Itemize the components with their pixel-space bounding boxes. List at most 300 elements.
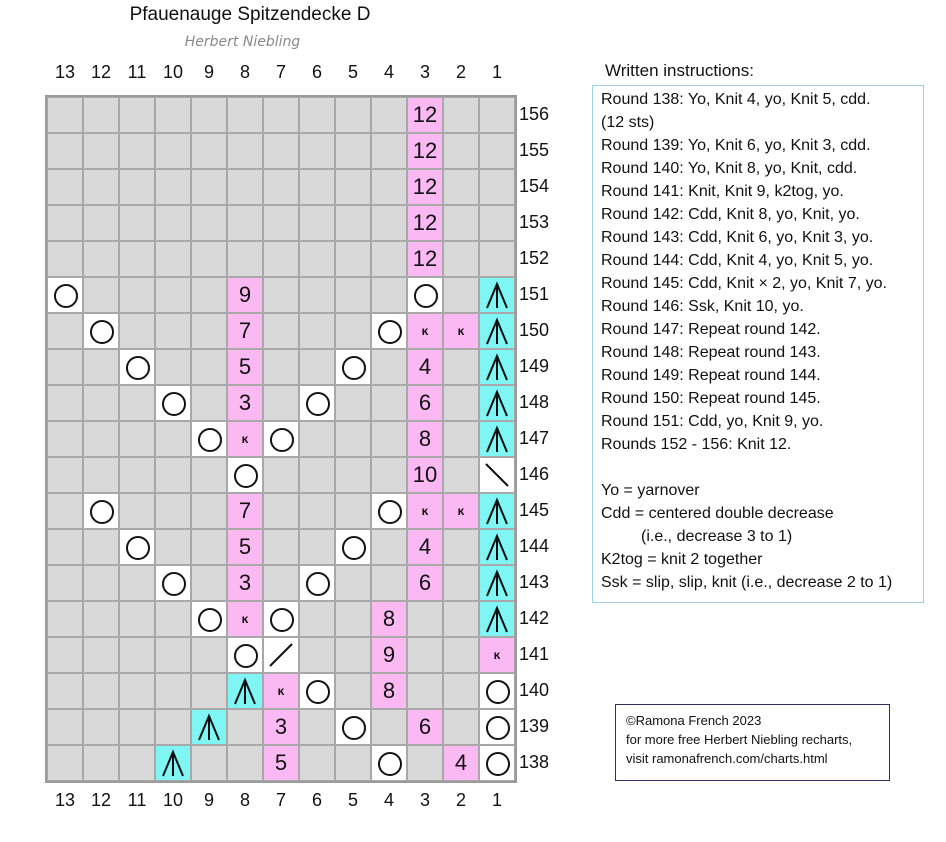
knit-cell [47, 313, 83, 349]
twisted-knit-k-icon: ĸ [421, 504, 429, 518]
knit-cell [479, 169, 515, 205]
knit-cell [263, 349, 299, 385]
knit-cell [335, 745, 371, 781]
knit-cell [47, 637, 83, 673]
circle-icon [486, 716, 510, 740]
knit-count-number: 12 [412, 138, 438, 163]
twisted-knit-cell [227, 601, 263, 637]
knit-cell [83, 421, 119, 457]
circle-icon [54, 284, 78, 308]
instruction-line: Round 150: Repeat round 145. [601, 390, 821, 407]
knit-count-cell [227, 565, 263, 601]
knit-count-cell [263, 745, 299, 781]
knit-cell [407, 637, 443, 673]
knit-cell [371, 529, 407, 565]
knit-cell [299, 205, 335, 241]
knit-cell [47, 97, 83, 133]
knit-count-number: 7 [238, 318, 252, 343]
knit-cell [335, 313, 371, 349]
knit-cell [155, 241, 191, 277]
knit-cell [227, 205, 263, 241]
k2tog-cell [263, 637, 299, 673]
knit-cell [263, 529, 299, 565]
knit-count-number: 4 [454, 750, 468, 775]
knit-cell [155, 601, 191, 637]
knit-cell [119, 313, 155, 349]
knit-count-number: 9 [238, 282, 252, 307]
circle-icon [378, 500, 402, 524]
knit-cell [191, 169, 227, 205]
knit-count-cell [263, 709, 299, 745]
yarnover-cell [299, 385, 335, 421]
knit-cell [119, 421, 155, 457]
knit-cell [47, 673, 83, 709]
knit-cell [83, 241, 119, 277]
knit-cell [479, 205, 515, 241]
yarnover-cell [227, 637, 263, 673]
knit-cell [119, 205, 155, 241]
knit-count-number: 12 [412, 102, 438, 127]
knit-cell [155, 673, 191, 709]
chart-title: Pfauenauge Spitzendecke D [129, 4, 371, 25]
column-label-bottom: 8 [239, 790, 250, 810]
circle-icon [270, 608, 294, 632]
knit-cell [407, 745, 443, 781]
knitting-chart-grid [45, 95, 517, 783]
cdd-cell [479, 385, 515, 421]
yarnover-cell [83, 493, 119, 529]
knit-cell [155, 349, 191, 385]
knit-cell [155, 169, 191, 205]
column-label-bottom: 4 [383, 790, 394, 810]
knit-count-cell [407, 709, 443, 745]
cdd-cell [191, 709, 227, 745]
knit-cell [227, 241, 263, 277]
cdd-cell [479, 565, 515, 601]
knit-count-number: 4 [418, 354, 432, 379]
cdd-cell [479, 421, 515, 457]
column-label-bottom: 9 [203, 790, 214, 810]
knit-cell [119, 565, 155, 601]
knit-cell [443, 673, 479, 709]
knit-count-cell [227, 385, 263, 421]
yarnover-cell [479, 709, 515, 745]
instruction-line: Round 143: Cdd, Knit 6, yo, Knit 3, yo. [601, 229, 874, 246]
circle-icon [198, 608, 222, 632]
knit-count-cell [443, 745, 479, 781]
column-label-bottom: 6 [311, 790, 322, 810]
knit-count-number: 5 [238, 354, 252, 379]
instruction-line: Round 151: Cdd, yo, Knit 9, yo. [601, 413, 824, 430]
cdd-cell [479, 601, 515, 637]
knit-cell [299, 457, 335, 493]
knit-cell [83, 133, 119, 169]
knit-cell [191, 385, 227, 421]
knit-count-number: 7 [238, 498, 252, 523]
row-label: 139 [519, 716, 550, 736]
knit-cell [83, 277, 119, 313]
centered-double-decrease-icon [192, 710, 226, 744]
knit-count-number: 12 [412, 210, 438, 235]
knit-cell [299, 637, 335, 673]
instruction-line: Round 142: Cdd, Knit 8, yo, Knit, yo. [601, 206, 860, 223]
knit-count-number: 6 [418, 390, 432, 415]
knit-cell [83, 169, 119, 205]
circle-icon [306, 392, 330, 416]
knit-cell [119, 601, 155, 637]
knit-cell [299, 421, 335, 457]
yarnover-cell [335, 709, 371, 745]
knit-cell [191, 349, 227, 385]
yarnover-cell [371, 313, 407, 349]
yarnover-cell [335, 349, 371, 385]
circle-icon [90, 320, 114, 344]
centered-double-decrease-icon [228, 674, 262, 708]
knit-cell [119, 745, 155, 781]
knit-cell [227, 745, 263, 781]
knit-cell [299, 169, 335, 205]
column-label-bottom: 2 [455, 790, 466, 810]
centered-double-decrease-icon [480, 278, 514, 312]
row-label: 154 [519, 176, 550, 196]
knit-cell [263, 457, 299, 493]
yarnover-cell [191, 601, 227, 637]
knit-cell [47, 457, 83, 493]
knit-cell [155, 421, 191, 457]
knit-cell [371, 457, 407, 493]
knit-count-cell [227, 349, 263, 385]
twisted-knit-cell [479, 637, 515, 673]
circle-icon [486, 752, 510, 776]
knit-count-cell [227, 529, 263, 565]
knit-cell [443, 601, 479, 637]
knit-cell [335, 277, 371, 313]
column-label-top: 7 [275, 62, 286, 82]
column-label-top: 9 [203, 62, 214, 82]
row-label: 142 [519, 608, 550, 628]
circle-icon [270, 428, 294, 452]
row-label: 141 [519, 644, 550, 664]
knit-count-number: 5 [274, 750, 288, 775]
knit-cell [335, 133, 371, 169]
knit-cell [227, 709, 263, 745]
knit-cell [443, 169, 479, 205]
knit-cell [443, 709, 479, 745]
knit-count-cell [407, 97, 443, 133]
circle-icon [378, 752, 402, 776]
knit-cell [299, 133, 335, 169]
circle-icon [306, 680, 330, 704]
knit-cell [119, 169, 155, 205]
knit-count-cell [371, 601, 407, 637]
row-label: 147 [519, 428, 550, 448]
knit-count-cell [407, 565, 443, 601]
knit-cell [47, 565, 83, 601]
knit-cell [263, 241, 299, 277]
knit-cell [335, 637, 371, 673]
yarnover-cell [119, 529, 155, 565]
column-label-top: 2 [455, 62, 466, 82]
circle-icon [90, 500, 114, 524]
knit-cell [371, 385, 407, 421]
knit-cell [119, 637, 155, 673]
knit-cell [443, 277, 479, 313]
knit-cell [155, 637, 191, 673]
knit-cell [47, 385, 83, 421]
knit-cell [119, 673, 155, 709]
knit-cell [443, 421, 479, 457]
instruction-line: Round 144: Cdd, Knit 4, yo, Knit 5, yo. [601, 252, 874, 269]
instruction-line: Round 140: Yo, Knit 8, yo, Knit, cdd. [601, 160, 858, 177]
knit-cell [335, 457, 371, 493]
knit-count-cell [407, 205, 443, 241]
cdd-cell [227, 673, 263, 709]
knit-count-cell [407, 421, 443, 457]
yarnover-cell [155, 385, 191, 421]
knit-cell [371, 97, 407, 133]
knit-count-number: 6 [418, 570, 432, 595]
knit-cell [47, 133, 83, 169]
copyright-box [615, 704, 890, 781]
knit-cell [191, 493, 227, 529]
twisted-knit-cell [443, 493, 479, 529]
knit-cell [263, 133, 299, 169]
twisted-knit-cell [443, 313, 479, 349]
knit-cell [407, 673, 443, 709]
yarnover-cell [479, 673, 515, 709]
centered-double-decrease-icon [480, 602, 514, 636]
knit-cell [47, 709, 83, 745]
knit-cell [155, 529, 191, 565]
instruction-line: Round 138: Yo, Knit 4, yo, Knit 5, cdd. [601, 91, 871, 108]
cdd-cell [155, 745, 191, 781]
knit-cell [83, 637, 119, 673]
knit-cell [263, 385, 299, 421]
row-label: 143 [519, 572, 550, 592]
column-label-bottom: 5 [347, 790, 358, 810]
knit-cell [155, 133, 191, 169]
knit-cell [47, 421, 83, 457]
knit-count-cell [407, 349, 443, 385]
knit-cell [47, 241, 83, 277]
knit-count-number: 3 [238, 390, 252, 415]
row-label: 155 [519, 140, 550, 160]
copyright-line: ©Ramona French 2023 [626, 713, 762, 728]
k2tog-slash-icon [264, 638, 298, 672]
instruction-line: Round 149: Repeat round 144. [601, 367, 821, 384]
knit-cell [191, 529, 227, 565]
instructions-heading: Written instructions: [605, 61, 754, 80]
column-label-top: 13 [54, 62, 76, 82]
circle-icon [234, 644, 258, 668]
cdd-cell [479, 529, 515, 565]
knit-count-number: 3 [238, 570, 252, 595]
knit-cell [227, 133, 263, 169]
knit-cell [263, 493, 299, 529]
centered-double-decrease-icon [480, 494, 514, 528]
knit-cell [191, 673, 227, 709]
knit-cell [119, 277, 155, 313]
ssk-cell [479, 457, 515, 493]
knit-cell [443, 457, 479, 493]
knit-cell [263, 169, 299, 205]
twisted-knit-k-icon: ĸ [241, 432, 249, 446]
instruction-line [601, 456, 923, 479]
ssk-backslash-icon [480, 458, 514, 492]
knit-count-cell [407, 385, 443, 421]
knit-cell [335, 565, 371, 601]
knit-cell [191, 745, 227, 781]
twisted-knit-k-icon: ĸ [457, 504, 465, 518]
twisted-knit-cell [407, 313, 443, 349]
knit-cell [263, 97, 299, 133]
knit-count-number: 8 [418, 426, 432, 451]
knit-cell [299, 313, 335, 349]
instruction-line: (i.e., decrease 3 to 1) [601, 528, 793, 545]
knit-count-cell [407, 529, 443, 565]
row-label: 145 [519, 500, 550, 520]
knit-cell [155, 709, 191, 745]
knit-cell [83, 385, 119, 421]
knit-cell [479, 241, 515, 277]
knit-cell [191, 313, 227, 349]
row-label: 149 [519, 356, 550, 376]
column-label-top: 3 [419, 62, 430, 82]
knit-cell [299, 277, 335, 313]
knit-count-number: 6 [418, 714, 432, 739]
knit-cell [443, 637, 479, 673]
knit-cell [83, 349, 119, 385]
knit-count-cell [227, 313, 263, 349]
circle-icon [306, 572, 330, 596]
column-label-top: 4 [383, 62, 394, 82]
knit-cell [83, 457, 119, 493]
column-label-bottom: 1 [491, 790, 502, 810]
knit-cell [371, 277, 407, 313]
knit-count-number: 8 [382, 678, 396, 703]
knit-cell [83, 205, 119, 241]
cdd-cell [479, 349, 515, 385]
knit-cell [371, 241, 407, 277]
circle-icon [342, 536, 366, 560]
circle-icon [378, 320, 402, 344]
column-label-bottom: 10 [162, 790, 184, 810]
row-label: 156 [519, 104, 550, 124]
yarnover-cell [263, 601, 299, 637]
circle-icon [198, 428, 222, 452]
row-label: 148 [519, 392, 550, 412]
column-label-top: 8 [239, 62, 250, 82]
instruction-line: Round 148: Repeat round 143. [601, 344, 821, 361]
instruction-line: Round 139: Yo, Knit 6, yo, Knit 3, cdd. [601, 137, 871, 154]
knit-cell [47, 745, 83, 781]
column-label-top: 5 [347, 62, 358, 82]
instruction-line: Round 141: Knit, Knit 9, k2tog, yo. [601, 183, 844, 200]
column-label-bottom: 13 [54, 790, 76, 810]
instruction-line: Rounds 152 - 156: Knit 12. [601, 436, 792, 453]
knit-cell [299, 241, 335, 277]
chart-author: Herbert Niebling [184, 34, 301, 50]
knit-cell [119, 493, 155, 529]
knit-cell [335, 421, 371, 457]
yarnover-cell [371, 745, 407, 781]
knit-cell [155, 313, 191, 349]
knit-cell [191, 97, 227, 133]
twisted-knit-cell [227, 421, 263, 457]
knit-cell [227, 97, 263, 133]
knit-cell [443, 565, 479, 601]
knit-count-number: 8 [382, 606, 396, 631]
column-label-bottom: 11 [127, 790, 147, 810]
knit-cell [335, 97, 371, 133]
knit-cell [299, 97, 335, 133]
yarnover-cell [299, 565, 335, 601]
knit-count-number: 4 [418, 534, 432, 559]
knit-cell [119, 241, 155, 277]
column-label-bottom: 12 [90, 790, 112, 810]
instruction-line: Ssk = slip, slip, knit (i.e., decrease 2 to 1) [601, 574, 893, 591]
knit-cell [299, 709, 335, 745]
centered-double-decrease-icon [480, 530, 514, 564]
knit-cell [155, 493, 191, 529]
circle-icon [162, 392, 186, 416]
knit-count-cell [407, 241, 443, 277]
yarnover-cell [263, 421, 299, 457]
knit-count-cell [371, 673, 407, 709]
knit-cell [119, 457, 155, 493]
knit-cell [335, 385, 371, 421]
knit-cell [47, 493, 83, 529]
yarnover-cell [155, 565, 191, 601]
column-label-top: 1 [491, 62, 502, 82]
yarnover-cell [227, 457, 263, 493]
column-label-top: 11 [127, 62, 147, 82]
knit-cell [83, 673, 119, 709]
cdd-cell [479, 277, 515, 313]
yarnover-cell [119, 349, 155, 385]
knit-cell [443, 241, 479, 277]
knit-cell [299, 601, 335, 637]
knit-cell [371, 421, 407, 457]
copyright-line: visit ramonafrench.com/charts.html [626, 751, 828, 766]
knit-cell [191, 457, 227, 493]
circle-icon [486, 680, 510, 704]
knit-count-cell [371, 637, 407, 673]
knit-cell [479, 133, 515, 169]
row-label: 152 [519, 248, 550, 268]
knit-cell [47, 205, 83, 241]
knit-cell [335, 205, 371, 241]
centered-double-decrease-icon [480, 422, 514, 456]
knit-cell [155, 205, 191, 241]
knit-cell [83, 529, 119, 565]
twisted-knit-k-icon: ĸ [277, 684, 285, 698]
twisted-knit-k-icon: ĸ [421, 324, 429, 338]
knit-cell [83, 97, 119, 133]
knit-cell [119, 385, 155, 421]
knit-cell [299, 745, 335, 781]
knit-cell [155, 277, 191, 313]
knit-cell [47, 601, 83, 637]
knit-cell [191, 241, 227, 277]
knit-cell [263, 205, 299, 241]
knit-cell [119, 709, 155, 745]
twisted-knit-cell [407, 493, 443, 529]
circle-icon [342, 356, 366, 380]
twisted-knit-k-icon: ĸ [457, 324, 465, 338]
row-label: 146 [519, 464, 550, 484]
knit-cell [83, 709, 119, 745]
